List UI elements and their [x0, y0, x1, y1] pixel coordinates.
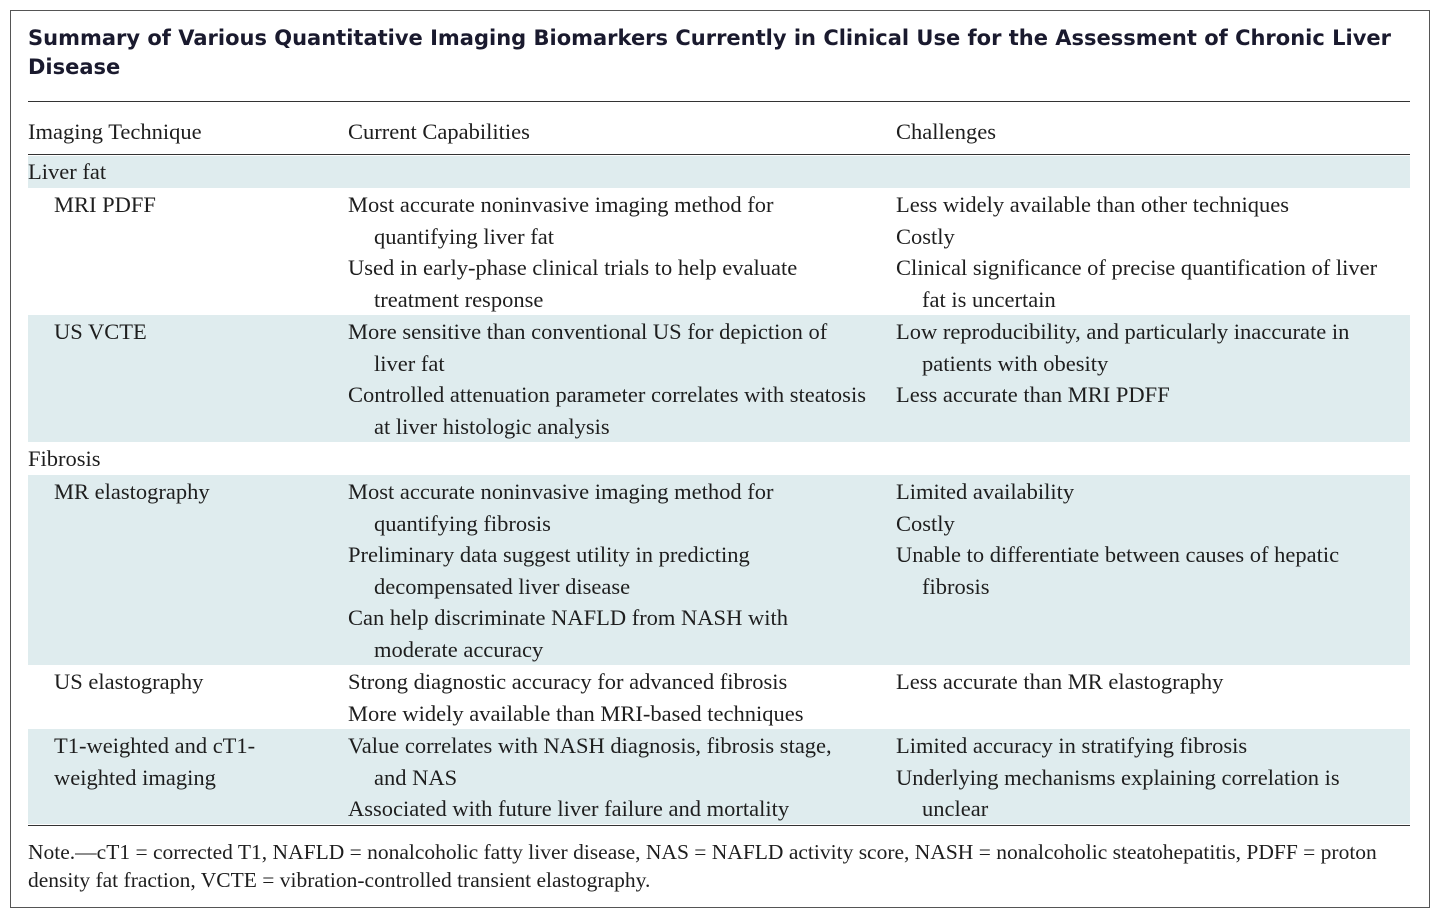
challenges-cell [896, 316, 1396, 411]
challenge-item: Costly [896, 223, 955, 249]
challenge-item: Unable to differentiate between causes of hepatic fibrosis [896, 542, 1340, 599]
challenges-cell [896, 476, 1396, 602]
capability-item: Value correlates with NASH diagnosis, fibrosis stage, and NAS [348, 733, 832, 790]
challenges-cell [896, 666, 1396, 698]
column-header-challenges: Challenges [896, 119, 996, 144]
capability-item: More widely available than MRI-based techniques [348, 700, 804, 726]
challenge-item: Costly [896, 510, 955, 536]
capabilities-cell [348, 189, 868, 315]
technique-cell: US VCTE [54, 319, 147, 344]
challenges-cell [896, 730, 1396, 825]
capability-item: Most accurate noninvasive imaging method for quantifying fibrosis [348, 479, 774, 536]
capability-item: Strong diagnostic accuracy for advanced fibrosis [348, 669, 788, 694]
capabilities-cell [348, 666, 868, 729]
capabilities-cell [348, 730, 868, 825]
challenge-item: Less accurate than MRI PDFF [896, 382, 1170, 407]
technique-cell: US elastography [54, 669, 204, 694]
capabilities-cell [348, 316, 868, 442]
challenge-item: Clinical significance of precise quantification of liver fat is uncertain [896, 255, 1378, 312]
column-header-capabilities: Current Capabilities [348, 119, 530, 144]
top-rule [28, 101, 1410, 102]
section-band-liver-fat [28, 156, 1410, 188]
challenge-item: Less accurate than MR elastography [896, 669, 1224, 694]
header-rule [28, 154, 1410, 155]
challenges-cell [896, 189, 1396, 315]
challenge-item: Less widely available than other techniques [896, 192, 1289, 217]
capabilities-cell [348, 476, 868, 665]
capability-item: Preliminary data suggest utility in predicting decompensated liver disease [348, 542, 750, 599]
capability-item: More sensitive than conventional US for depiction of liver fat [348, 319, 828, 376]
capability-item: Most accurate noninvasive imaging method for quantifying liver fat [348, 192, 774, 249]
bottom-rule [28, 825, 1410, 826]
challenge-item: Underlying mechanisms explaining correlation is unclear [896, 764, 1340, 821]
table-footnote: Note.—cT1 = corrected T1, NAFLD = nonalcoholic fatty liver disease, NAS = NAFLD activity score, NASH = nonalcoholic steatohepatitis, PDFF = proton density fat fraction, VCTE = vibration-controlled transient elastography. [28, 840, 1377, 892]
challenge-item: Low reproducibility, and particularly inaccurate in patients with obesity [896, 319, 1350, 376]
capability-item: Can help discriminate NAFLD from NASH with moderate accuracy [348, 605, 788, 662]
capability-item: Controlled attenuation parameter correlates with steatosis at liver histologic analysis [348, 382, 866, 439]
challenge-item: Limited accuracy in stratifying fibrosis [896, 733, 1248, 758]
challenge-item: Limited availability [896, 479, 1075, 504]
capability-item: Associated with future liver failure and mortality [348, 796, 790, 821]
section-label-liver-fat: Liver fat [28, 159, 107, 184]
section-label-fibrosis: Fibrosis [28, 446, 101, 471]
table-title: Summary of Various Quantitative Imaging Biomarkers Currently in Clinical Use for the Assessment of Chronic Liver Disease [28, 26, 1391, 79]
technique-cell: MR elastography [54, 479, 210, 504]
technique-cell: MRI PDFF [54, 192, 156, 217]
technique-cell: T1-weighted and cT1-weighted imaging [54, 733, 256, 790]
column-header-technique: Imaging Technique [28, 119, 202, 144]
capability-item: Used in early-phase clinical trials to help evaluate treatment response [348, 255, 798, 312]
